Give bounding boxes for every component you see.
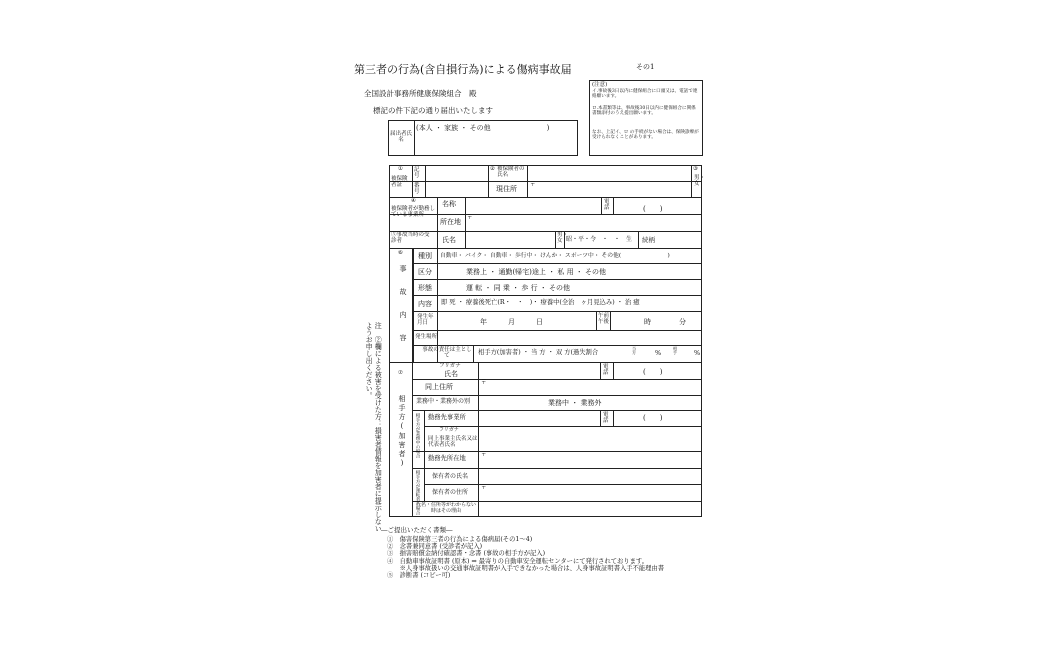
accident-label: 事故内容 bbox=[399, 265, 407, 357]
company-postal: 〒 bbox=[481, 452, 487, 458]
workplace-label: 被保険者が勤務している事業所 bbox=[391, 206, 436, 219]
injured-num: ⑤ bbox=[391, 232, 397, 238]
injured-label: 事故当時の受診者 bbox=[391, 232, 430, 245]
injured-relation: 続柄 bbox=[642, 236, 655, 244]
insured-postal: 〒 bbox=[530, 182, 536, 188]
fault-other-label: 相手 bbox=[673, 346, 677, 356]
document-item: ※人身事故扱いの交通事故証明書が入手できなかった場合は、人身事故証明書入手不能理由書 bbox=[387, 564, 665, 572]
opponent-postal: 〒 bbox=[481, 380, 487, 386]
opponent-work-value[interactable]: 業務中 ・ 業務外 bbox=[548, 399, 602, 407]
accident-date-value[interactable]: 年 月 日 bbox=[480, 318, 543, 326]
accident-form-value[interactable]: 運 転 ・ 同 乗 ・ 歩 行 ・ その他 bbox=[466, 284, 571, 292]
fault-other-percent[interactable]: % bbox=[694, 349, 701, 357]
injured-sex: 男・女 bbox=[557, 232, 569, 245]
notes-extra: なお、上記イ、ロ の手続がない場合は、保険診療が受けられなくことがあります。 bbox=[592, 130, 699, 141]
owner-name-label: 保有者の氏名 bbox=[432, 473, 469, 480]
opponent-furigana: フリガナ bbox=[439, 363, 461, 369]
workplace-num: ④ bbox=[411, 198, 416, 204]
opponent-num: ⑦ bbox=[398, 370, 403, 376]
opponent-name-label: 氏名 bbox=[444, 370, 458, 378]
insured-name-label: 被保険者の氏名 bbox=[497, 166, 525, 179]
accident-num: ⑥ bbox=[398, 250, 403, 256]
workplace-name-label: 名称 bbox=[442, 200, 456, 208]
opponent-company-address-label: 勤務先所在地 bbox=[428, 455, 466, 462]
opponent-label: 相手方(加害者) bbox=[398, 395, 406, 469]
workplace-phone-label: 電話 bbox=[604, 199, 610, 212]
insured-sex: 男・女 bbox=[694, 175, 706, 188]
opponent-phone-label: 電話 bbox=[603, 364, 609, 377]
insured-label: 被保険者証 bbox=[391, 176, 408, 189]
side-note: 注 ②欄による被害を受けた方：損害者情報を加害者に提示しないようお申し出ください。 bbox=[365, 322, 383, 532]
intro-text: 標記の件下記の通り届出いたします bbox=[373, 106, 493, 115]
opponent-address-label: 同上住所 bbox=[425, 383, 453, 391]
opponent-phone[interactable]: ( ) bbox=[643, 368, 663, 376]
insured-number-label: 番号 bbox=[414, 183, 420, 196]
workplace-address-label: 所在地 bbox=[440, 218, 461, 226]
accident-type-label: 種別 bbox=[418, 252, 432, 260]
documents-heading: ―ご提出いただく書類― bbox=[381, 526, 453, 534]
company-phone-label: 電話 bbox=[603, 412, 609, 425]
owner-postal: 〒 bbox=[481, 485, 487, 491]
opponent-work-label: 業務中・業務外の別 bbox=[416, 398, 471, 405]
opponent-unknown-label: 氏名・住所等がわからない時はその理由 bbox=[416, 502, 477, 514]
workplace-phone[interactable]: ( ) bbox=[643, 205, 663, 213]
accident-fault-value[interactable]: 相手方(加害者) ・ 当 方 ・ 双 方(過失割合 bbox=[478, 349, 599, 356]
page-number: その1 bbox=[636, 63, 655, 71]
accident-form-label: 形態 bbox=[418, 284, 432, 292]
injured-num-label bbox=[391, 232, 435, 244]
accident-time-label: 午前午後 bbox=[598, 313, 610, 326]
fault-self-label: 当方 bbox=[632, 346, 636, 356]
reporter-choices[interactable]: (本人 ・ 家族 ・ その他 ) bbox=[416, 124, 550, 132]
accident-date-label: 発生年月日 bbox=[417, 314, 434, 327]
accident-content-value[interactable]: 即 死 ・ 療養後死亡(R・ ・ )・ 療養中(全治 ヶ月見込み) ・ 治 癒 bbox=[441, 299, 640, 306]
insured-address-label: 現住所 bbox=[496, 185, 517, 193]
fault-self-percent[interactable]: % bbox=[655, 349, 662, 357]
injured-birth: 昭・平・令 ・ ・ 生 bbox=[566, 236, 633, 243]
accident-fault-label: 事故の責任は主として bbox=[422, 347, 472, 360]
document-item: ③ 損害賠償金納付確認書・念書 (事故の相手方が記入) bbox=[387, 550, 546, 558]
form-title: 第三者の行為(含自損行為)による傷病事故届 bbox=[354, 63, 572, 76]
document-item: ④ 自動車事故証明書 (原本) ⇒ 最寄りの自動車安全運転センターにて発行されております。 bbox=[387, 557, 649, 565]
accident-category-value[interactable]: 業務上 ・ 通勤(帰宅)途上 ・ 私 用 ・ その他 bbox=[466, 268, 607, 276]
accident-category-label: 区分 bbox=[418, 268, 432, 276]
document-item: ② 念書兼同意書 (受診者が記入) bbox=[387, 543, 483, 551]
accident-time-value[interactable]: 時 分 bbox=[644, 318, 686, 326]
notes-i: イ.事故後3日以内に健保組合に口頭又は、電話で連絡願います。 bbox=[592, 89, 698, 100]
insured-sign-label: 記号 bbox=[414, 167, 420, 180]
insured-num: ① bbox=[398, 166, 403, 172]
owner-group-label: 相手方が運転者の場合 bbox=[414, 470, 420, 515]
addressee: 全国設計事務所健康保険組合 殿 bbox=[364, 89, 477, 98]
reporter-label: 届出者氏名 bbox=[390, 131, 413, 144]
accident-content-label: 内容 bbox=[418, 300, 432, 308]
company-furigana: フリガナ bbox=[439, 427, 459, 433]
notes-ro: ロ.本書類等は、事故後30日以内に健保組合に関係書類添付のうえ提出願います。 bbox=[592, 106, 696, 117]
document-item: ⑤ 診断書 (コピー可) bbox=[387, 572, 451, 580]
insured-num3: ③ bbox=[693, 166, 698, 172]
injured-name-label: 氏名 bbox=[442, 236, 456, 244]
workplace-postal: 〒 bbox=[467, 215, 473, 221]
company-phone[interactable]: ( ) bbox=[643, 414, 663, 422]
company-group-label: 相手方が業務中の場合 bbox=[414, 413, 420, 458]
documents-list bbox=[387, 536, 664, 579]
insured-num2: ② bbox=[490, 166, 495, 172]
opponent-company-label: 勤務先事業所 bbox=[428, 414, 466, 421]
main-form-table bbox=[389, 165, 706, 517]
document-item: ① 傷害保険第三者の行為による傷病届(その1〜4) bbox=[387, 536, 533, 543]
owner-address-label: 保有者の住所 bbox=[432, 489, 469, 496]
accident-type-value[interactable]: 自動車・ バイク・ 自動車・ 歩行中・ けんか・ スポーツ中・ その他( ) bbox=[440, 253, 670, 259]
notes-label: (注意) bbox=[592, 82, 608, 88]
opponent-employer-label: 同上事業主氏名又は代表者氏名 bbox=[428, 436, 478, 449]
accident-place-label: 発生場所 bbox=[415, 334, 438, 340]
